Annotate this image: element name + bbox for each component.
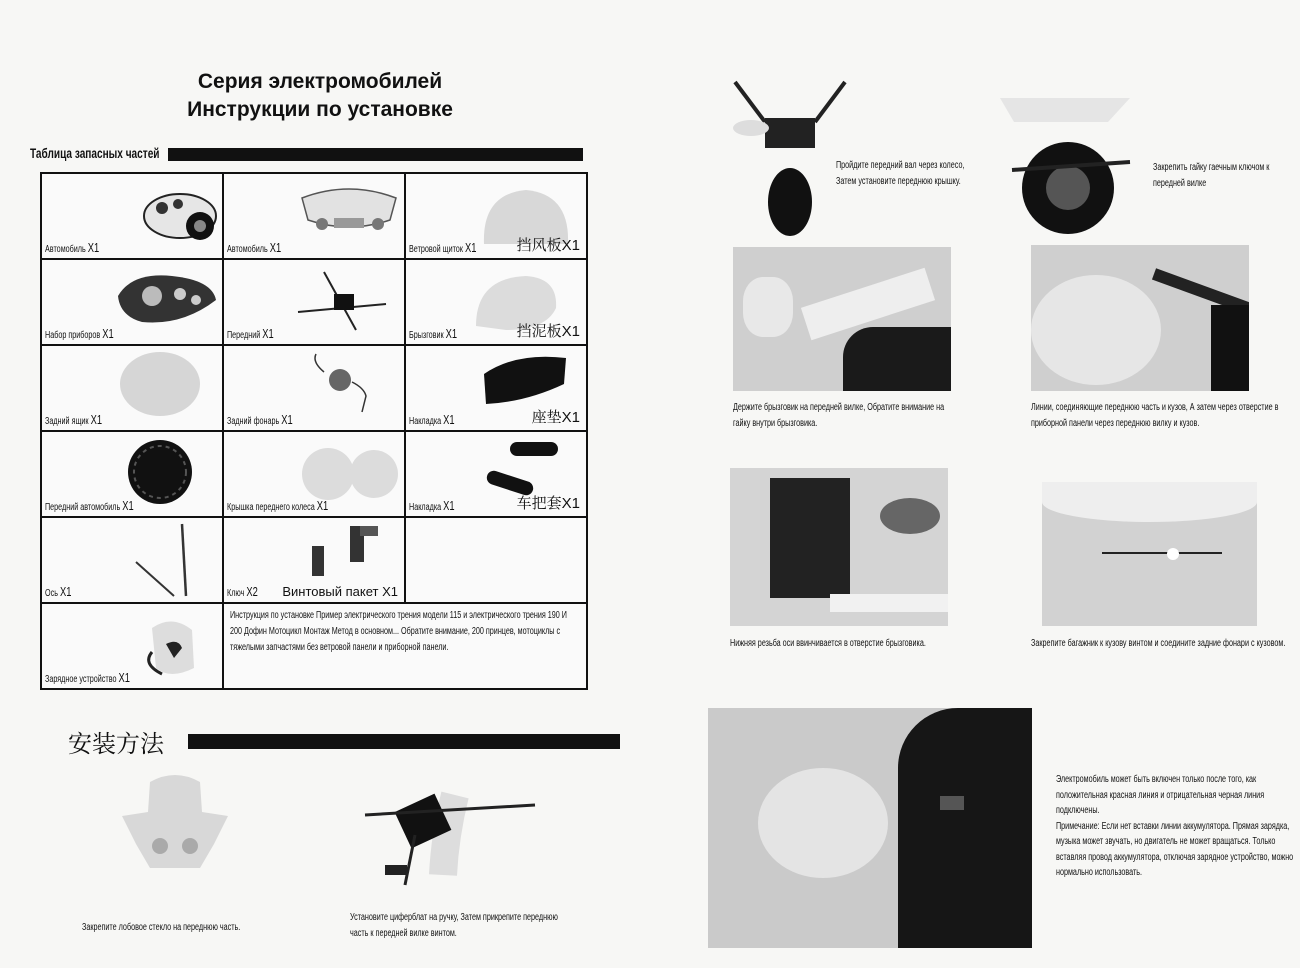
install-method-heading: 安装方法 <box>68 730 164 758</box>
parts-table <box>40 172 588 690</box>
dashboard-step-image <box>355 775 545 895</box>
empty-cell <box>405 517 587 603</box>
step-caption: Держите брызговик на передней вилке, Обратите внимание на гайку внутри брызговика. <box>733 402 945 429</box>
battery-step-photo <box>708 708 1032 948</box>
dashboard-image <box>112 266 222 332</box>
part-label-cn: 车把套X1 <box>516 495 580 512</box>
front-wheel-step-image <box>725 72 855 242</box>
part-label: Задний фонарь X1 <box>227 412 293 427</box>
part-label: Накладка X1 <box>409 412 455 427</box>
battery-note-line: Электромобиль может быть включен только после того, как положительная красная линия и отрицательная черная линия подключены. <box>1056 774 1265 816</box>
heading-bar <box>168 148 583 161</box>
part-label: Ветровой щиток X1 <box>409 240 477 255</box>
part-cell <box>405 259 587 345</box>
seat-image <box>476 350 576 410</box>
handle-grips-image <box>480 436 570 500</box>
part-cell <box>223 517 405 603</box>
car-body-image <box>132 178 222 248</box>
part-label-extra: Винтовый пакет X1 <box>282 584 398 599</box>
doc-title-line2: Инструкции по установке <box>187 98 453 121</box>
nut-step-image <box>990 78 1150 238</box>
part-cell <box>405 173 587 259</box>
part-cell <box>223 259 405 345</box>
install-note: Инструкция по установке Пример электрического трения модели 115 и электрического трения 190 И 200 Дофин Мотоцикл Монтаж Метод в основном... Обратите внимание, 200 принцев, мотоциклы с тяжелыми запчастями без ветровой панели и приборной панели. <box>230 610 567 653</box>
step-caption: Пройдите передний вал через колесо, Затем установите переднюю крышку. <box>836 160 965 187</box>
part-cell <box>41 517 223 603</box>
wiring-step-photo <box>1031 245 1249 391</box>
part-cell <box>41 431 223 517</box>
step-caption: Установите циферблат на ручку, Затем прикрепите переднюю часть к передней вилке винтом. <box>350 912 558 939</box>
part-cell <box>223 345 405 431</box>
part-label: Задний ящик X1 <box>45 412 103 427</box>
part-cell <box>405 345 587 431</box>
part-label: Крышка переднего колеса X1 <box>227 498 329 513</box>
doc-title-line1: Серия электромобилей <box>197 70 443 93</box>
front-panel-image <box>294 184 404 244</box>
battery-note <box>1056 772 1294 881</box>
step-caption: Закрепите багажник к кузову винтом и соедините задние фонари с кузовом. <box>1031 638 1286 649</box>
rear-light-image <box>304 352 384 422</box>
part-cell <box>41 603 223 689</box>
part-cell <box>405 431 587 517</box>
front-fork-image <box>294 268 394 332</box>
part-label: Набор приборов X1 <box>45 326 114 341</box>
heading-bar <box>188 734 620 749</box>
part-cell <box>41 345 223 431</box>
part-label: Ось X1 <box>45 584 72 599</box>
install-note-cell <box>223 603 587 689</box>
part-cell <box>41 259 223 345</box>
charger-image <box>122 608 212 686</box>
part-label: Автомобиль X1 <box>227 240 282 255</box>
part-label-cn: 座垫X1 <box>531 409 580 426</box>
step-caption: Нижняя резьба оси ввинчивается в отверстие брызговика. <box>730 638 926 649</box>
step-caption: Закрепить гайку гаечным ключом к передней вилке <box>1153 162 1270 189</box>
part-cell <box>223 431 405 517</box>
mudguard-step-photo <box>733 247 951 391</box>
battery-note-warning: Примечание: Если нет вставки линии аккумулятора. Прямая зарядка, музыка может звучать, но двигатель не может вращаться. Только вставляя провод аккумулятора, отключая зарядное устройство, можно нормально использовать. <box>1056 820 1294 878</box>
axle-image <box>122 520 212 600</box>
part-label: Брызговик X1 <box>409 326 458 341</box>
axle-step-photo <box>730 468 948 626</box>
part-label: Передний X1 <box>227 326 274 341</box>
part-label: Зарядное устройство X1 <box>45 670 130 685</box>
step-caption: Закрепите лобовое стекло на переднюю часть. <box>82 922 241 933</box>
part-cell <box>223 173 405 259</box>
rack-step-photo <box>1042 482 1257 626</box>
part-label: Ключ X2 <box>227 584 258 599</box>
parts-table-heading: Таблица запасных частей <box>30 145 160 161</box>
part-label: Накладка X1 <box>409 498 455 513</box>
rear-box-image <box>112 348 212 418</box>
part-label: Автомобиль X1 <box>45 240 100 255</box>
part-label: Передний автомобиль X1 <box>45 498 134 513</box>
windshield-step-image <box>110 772 240 892</box>
step-caption: Линии, соединяющие переднюю часть и кузов, А затем через отверстие в приборной панели через переднюю вилку и кузов. <box>1031 402 1279 429</box>
wrench-and-screws-image <box>304 522 394 584</box>
part-label-cn: 挡泥板X1 <box>516 323 580 340</box>
part-label-cn: 挡风板X1 <box>516 237 580 254</box>
part-cell <box>41 173 223 259</box>
